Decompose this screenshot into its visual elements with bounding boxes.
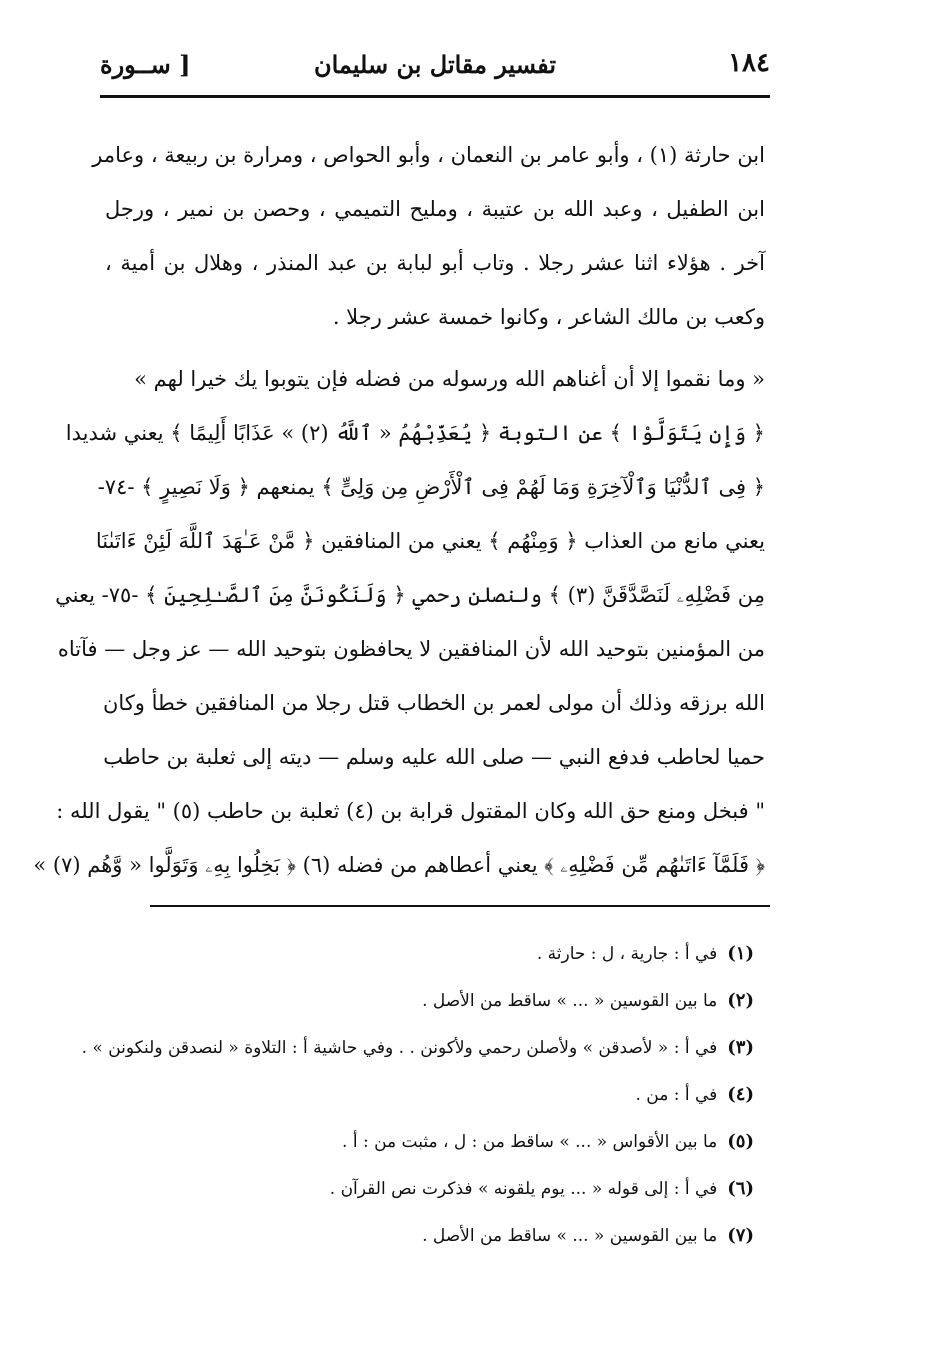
footnote [114,977,754,1024]
footnote-text: ما بين الأقواس « ... » ساقط من : ل ، مثبت من : أ . [342,1132,718,1152]
footnote-text: في أ : إلى قوله « ... يوم يلقونه » فذكرت نص القرآن . [329,1179,718,1199]
footnote [81,1024,754,1071]
text-line: الله برزقه وذلك أن مولى لعمر بن الخطاب قتل رجلا من المنافقين خطأ وكان [102,691,765,715]
surah-label: [ ســورة [100,50,191,79]
text-line: " فبخل ومنع حق الله وكان المقتول قرابة بن (٤) ثعلبة بن حاطب (٥) " يقول الله : [56,799,765,823]
footnote-number: (٤) [727,1084,754,1105]
footnote-number: (٧) [727,1225,754,1246]
footnote-rule [150,905,770,907]
text-line: وكعب بن مالك الشاعر ، وكانوا خمسة عشر رجلا . [332,305,765,329]
text-line: مِن فَضْلِهِۦ لَنَصَّدَّقَنَّ (٣) ﴾ ولنصلن رحمي ﴿ وَلَنَكُونَنَّ مِنَ ٱلصَّـٰلِحِينَ ﴾ -٧٥- يعني [55,583,765,607]
footnote-number: (٣) [727,1037,754,1058]
text-line: آخر . هؤلاء اثنا عشر رجلا . وتاب أبو لبابة بن عبد المنذر ، وهلال بن أمية ، [105,251,765,275]
footnote-text: ما بين القوسين « ... » ساقط من الأصل . [422,1226,718,1246]
footnote-text: ما بين القوسين « ... » ساقط من الأصل . [422,991,718,1011]
footnote [114,930,754,977]
footnotes [81,930,754,1259]
book-title: تفسير مقاتل بن سليمان [313,50,557,79]
text-line: ﴿ فِى ٱلدُّنْيَا وَٱلْآخِرَةِ وَمَا لَهُمْ فِى ٱلْأَرْضِ مِن وَلِىٍّ ﴾ يمنعهم ﴿ وَلَا نَصِيرٍ ﴾ -٧٤- [97,475,765,499]
text-line: ابن الطفيل ، وعبد الله بن عتيبة ، ومليح التميمي ، وحصن بن نمير ، ورجل [105,197,765,221]
footnote [114,1118,754,1165]
footnote-number: (١) [727,943,754,964]
text-line: ابن حارثة (١) ، وأبو عامر بن النعمان ، وأبو الحواص ، ومرارة بن ربيعة ، وعامر [92,143,765,167]
text-line: « وما نقموا إلا أن أغناهم الله ورسوله من فضله فإن يتوبوا يك خيرا لهم » [134,367,765,391]
running-header [100,40,770,96]
main-text [33,128,765,892]
text-line: حميا لحاطب فدفع النبي — صلى الله عليه وسلم — ديته إلى ثعلبة بن حاطب [103,745,765,769]
footnote-number: (٢) [727,990,754,1011]
paragraph-gap [105,344,765,352]
footnote-number: (٥) [727,1131,754,1152]
footnote [114,1071,754,1118]
text-line: من المؤمنين بتوحيد الله لأن المنافقين لا يحافظون بتوحيد الله — عز وجل — فآتاه [57,637,765,661]
footnote-text: في أ : من . [635,1085,718,1105]
footnote-number: (٦) [727,1178,754,1199]
footnote-text: في أ : جارية ، ل : حارثة . [536,944,718,964]
text-line: ﴿ فَلَمَّآ ءَاتَىٰهُم مِّن فَضْلِهِۦ ﴾ يعني أعطاهم من فضله (٦) ﴿ بَخِلُوا بِهِۦ وَتَوَلَّوا « وَّهُم (٧) » [33,853,765,877]
footnote [114,1212,754,1259]
footnote [114,1165,754,1212]
header-rule [100,95,770,98]
text-line: يعني مانع من العذاب ﴿ وَمِنْهُم ﴾ يعني من المنافقين ﴿ مَّنْ عَـٰهَدَ ٱللَّهَ لَئِنْ ءَاتَىٰنَا [95,529,765,553]
page-number: ١٨٤ [728,48,770,78]
footnote-text: في أ : « لأصدقن » ولأصلن رحمي ولأكونن . . وفي حاشية أ : التلاوة « لنصدقن ولنكونن » . [81,1038,718,1058]
text-line: ﴿ وَإِن يَتَوَلَّوْا ﴾ عن التوبة ﴿ يُعَذِّبْهُمُ « ٱللَّهُ (٢) » عَذَابًا أَلِيمًا ﴾ يعني شديدا [65,421,765,445]
